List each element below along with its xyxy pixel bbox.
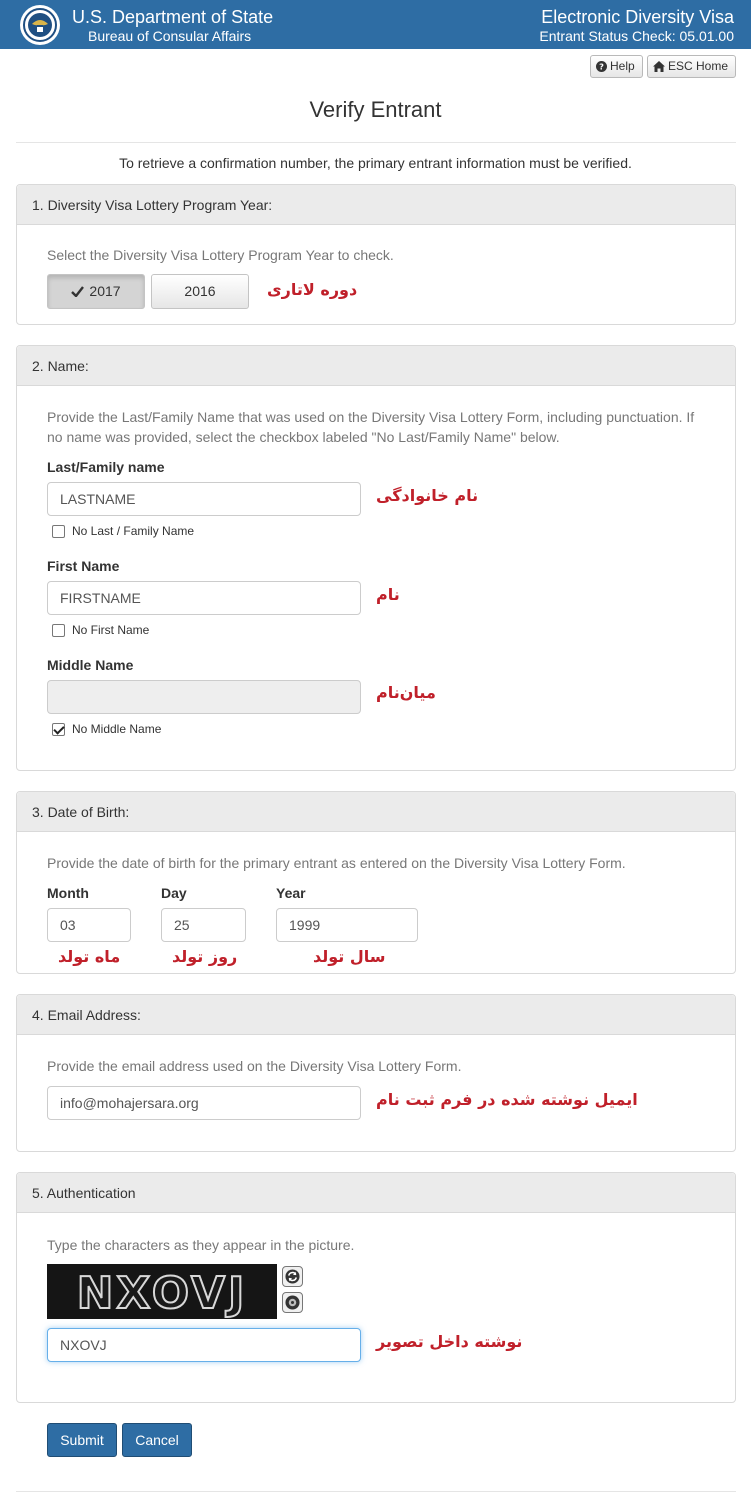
esc-home-button[interactable] xyxy=(647,55,736,78)
svg-text:?: ? xyxy=(599,61,604,72)
no-last-name-box[interactable] xyxy=(52,525,65,538)
last-name-label: Last/Family name xyxy=(47,459,165,475)
no-first-name-checkbox[interactable] xyxy=(52,623,149,637)
name-hint-line1: Provide the Last/Family Name that was used on the Diversity Visa Lottery Form, including punctuation. If xyxy=(47,409,695,425)
help-label: Help xyxy=(610,59,635,73)
help-button[interactable] xyxy=(590,55,643,78)
email-note: ایمیل نوشته شده در فرم ثبت نام xyxy=(376,1090,638,1109)
page-title: Verify Entrant xyxy=(309,97,442,122)
month-input[interactable]: 03 xyxy=(47,908,131,942)
email-input[interactable]: info@mohajersara.org xyxy=(47,1086,361,1120)
no-last-name-checkbox[interactable] xyxy=(52,524,194,538)
year-2016-label: 2016 xyxy=(184,283,216,299)
day-input[interactable]: 25 xyxy=(161,908,246,942)
no-first-name-box[interactable] xyxy=(52,624,65,637)
name-hint-line2: no name was provided, select the checkbox labeled "No Last/Family Name" below. xyxy=(47,429,560,445)
middle-name-input[interactable] xyxy=(47,680,361,714)
program-year-hint: Select the Diversity Visa Lottery Program Year to check. xyxy=(47,247,394,263)
year-note: سال تولد xyxy=(313,947,386,966)
date-of-birth-hint: Provide the date of birth for the primary entrant as entered on the Diversity Visa Lottery Form. xyxy=(47,855,626,871)
captcha-input[interactable]: NXOVJ xyxy=(47,1328,361,1362)
month-label: Month xyxy=(47,885,89,901)
program-year-heading: 1. Diversity Visa Lottery Program Year: xyxy=(17,185,735,225)
authentication-heading: 5. Authentication xyxy=(17,1173,735,1213)
program-year-note: دوره لاتاری xyxy=(267,280,358,299)
intro-text: To retrieve a confirmation number, the primary entrant information must be verified. xyxy=(119,155,632,171)
no-middle-name-checkbox[interactable] xyxy=(52,722,161,736)
state-department-seal-icon xyxy=(20,5,60,45)
year-2016-button[interactable] xyxy=(151,274,249,309)
captcha-text: NXOVJ xyxy=(76,1268,248,1319)
title-divider xyxy=(16,142,736,143)
first-name-note: نام xyxy=(376,585,400,604)
day-note: روز تولد xyxy=(172,947,238,966)
no-middle-name-label: No Middle Name xyxy=(72,722,162,736)
name-heading: 2. Name: xyxy=(17,346,735,386)
month-note: ماه تولد xyxy=(58,947,121,966)
footer-divider xyxy=(16,1491,736,1492)
day-label: Day xyxy=(161,885,187,901)
date-of-birth-heading: 3. Date of Birth: xyxy=(17,792,735,832)
app-title: Electronic Diversity Visa xyxy=(541,7,734,27)
no-last-name-label: No Last / Family Name xyxy=(72,524,195,538)
captcha-note: نوشته داخل تصویر xyxy=(376,1332,523,1351)
cancel-button[interactable]: Cancel xyxy=(122,1423,192,1457)
home-label: ESC Home xyxy=(668,59,729,73)
email-hint: Provide the email address used on the Diversity Visa Lottery Form. xyxy=(47,1058,462,1074)
checkmark-icon xyxy=(71,276,84,309)
agency-name: U.S. Department of State xyxy=(72,7,274,27)
last-name-note: نام خانوادگی xyxy=(376,486,479,505)
no-middle-name-box[interactable] xyxy=(52,723,65,736)
status-check-version: Entrant Status Check: 05.01.00 xyxy=(539,28,734,44)
first-name-label: First Name xyxy=(47,558,120,574)
no-first-name-label: No First Name xyxy=(72,623,150,637)
year-2017-label: 2017 xyxy=(89,283,121,299)
audio-icon[interactable] xyxy=(282,1292,303,1313)
year-2017-button[interactable] xyxy=(47,274,145,309)
middle-name-note: میان‌نام xyxy=(376,683,436,702)
year-input[interactable]: 1999 xyxy=(276,908,418,942)
email-heading: 4. Email Address: xyxy=(17,995,735,1035)
bureau-name: Bureau of Consular Affairs xyxy=(88,28,252,44)
site-header xyxy=(0,0,751,49)
captcha-hint: Type the characters as they appear in the picture. xyxy=(47,1237,355,1253)
captcha-image xyxy=(47,1264,277,1319)
home-icon xyxy=(653,61,665,72)
middle-name-label: Middle Name xyxy=(47,657,134,673)
question-icon xyxy=(596,61,607,72)
first-name-input[interactable]: FIRSTNAME xyxy=(47,581,361,615)
year-label: Year xyxy=(276,885,306,901)
submit-button[interactable]: Submit xyxy=(47,1423,117,1457)
last-name-input[interactable]: LASTNAME xyxy=(47,482,361,516)
refresh-icon[interactable] xyxy=(282,1266,303,1287)
